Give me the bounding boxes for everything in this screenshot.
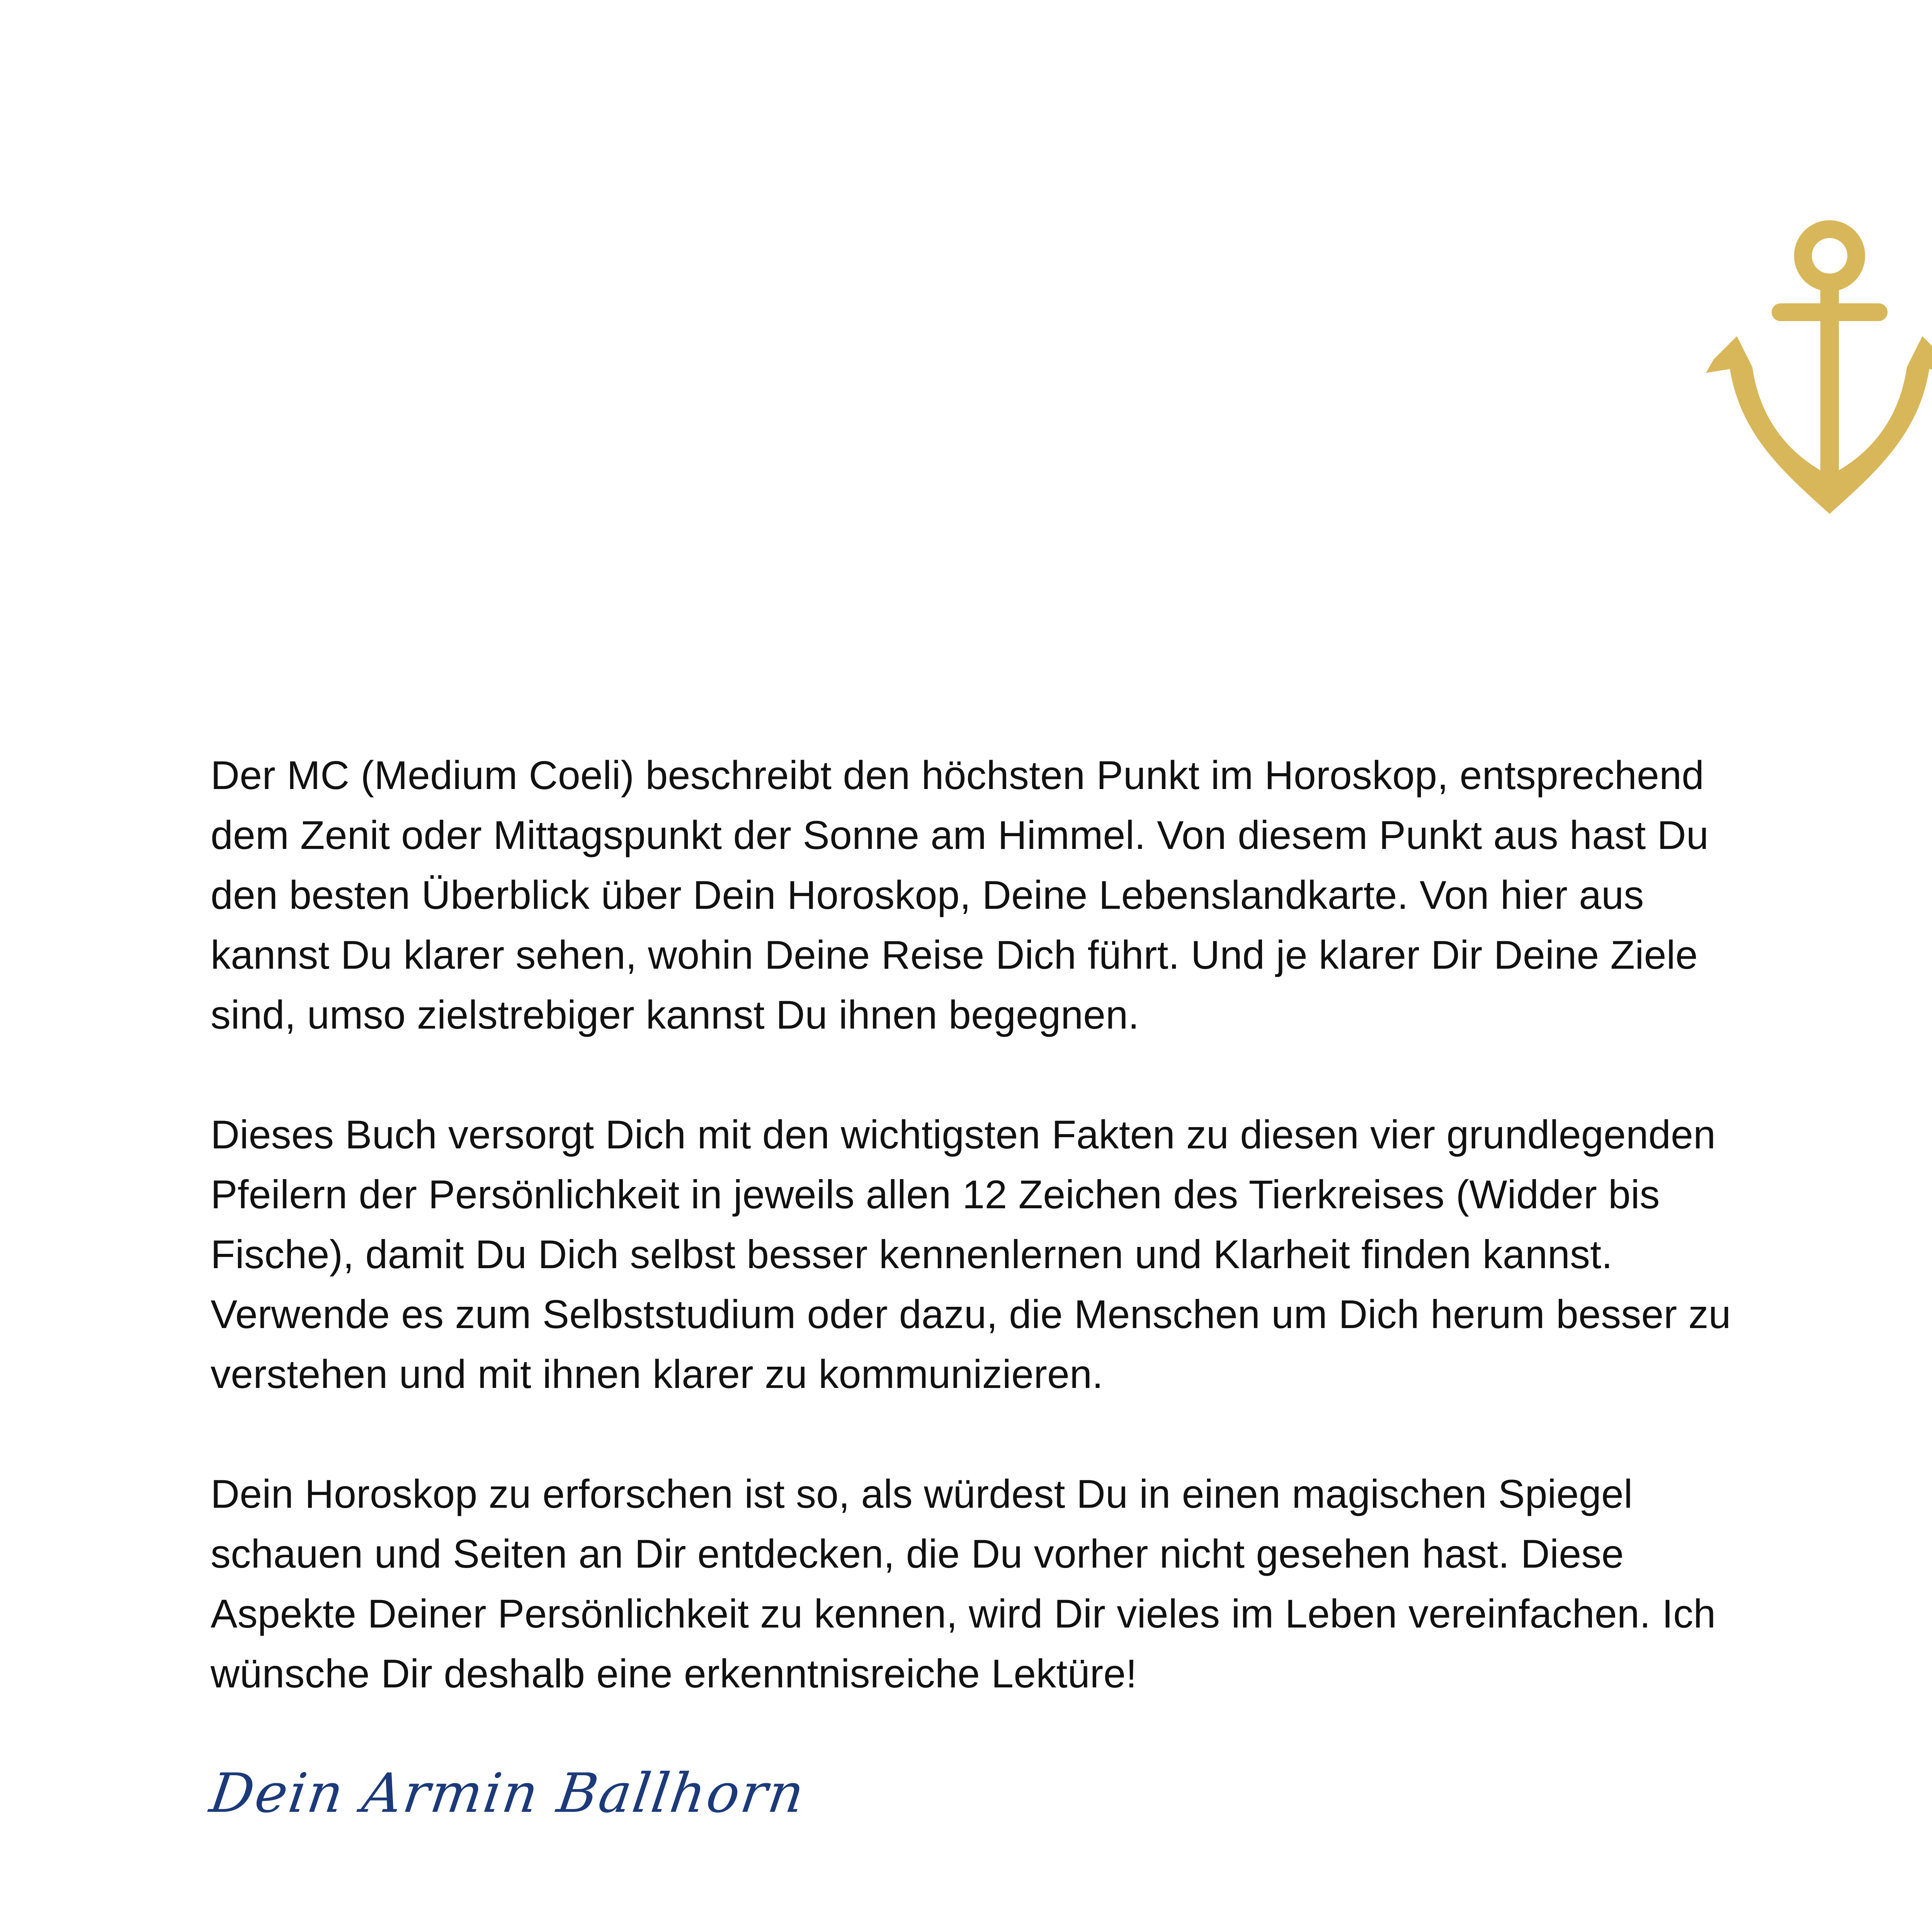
paragraph-1: Der MC (Medium Coeli) beschreibt den höchsten Punkt im Horoskop, entsprechend dem Zenit oder Mittagspunkt der Sonne am Himmel. Von diesem Punkt aus hast Du den besten Überblick über Dein Horoskop, Deine Lebenslandkarte. Von hier aus kannst Du klarer sehen, wohin Deine Reise Dich führt. Und je klarer Dir Deine Ziele sind, umso zielstrebiger kannst Du ihnen begegnen. [211, 753, 1709, 1037]
paragraph-3: Dein Horoskop zu erforschen ist so, als würdest Du in einen magischen Spiegel schauen und Seiten an Dir entdecken, die Du vorher nicht gesehen hast. Diese Aspekte Deiner Persönlichkeit zu kennen, wird Dir vieles im Leben vereinfachen. Ich wünsche Dir deshalb eine erkenntnisreiche Lektüre! [211, 1472, 1716, 1696]
body-text [211, 746, 1814, 1764]
anchor-icon [1706, 220, 1932, 514]
paragraph-2: Dieses Buch versorgt Dich mit den wichtigsten Fakten zu diesen vier grundlegenden Pfeilern der Persönlichkeit in jeweils allen 12 Zeichen des Tierkreises (Widder bis Fische), damit Du Dich selbst besser kennenlernen und Klarheit finden kannst. Verwende es zum Selbststudium oder dazu, die Menschen um Dich herum besser zu verstehen und mit ihnen klarer zu kommunizieren. [211, 1112, 1731, 1397]
signature: Dein Armin Ballhorn [206, 1762, 810, 1825]
